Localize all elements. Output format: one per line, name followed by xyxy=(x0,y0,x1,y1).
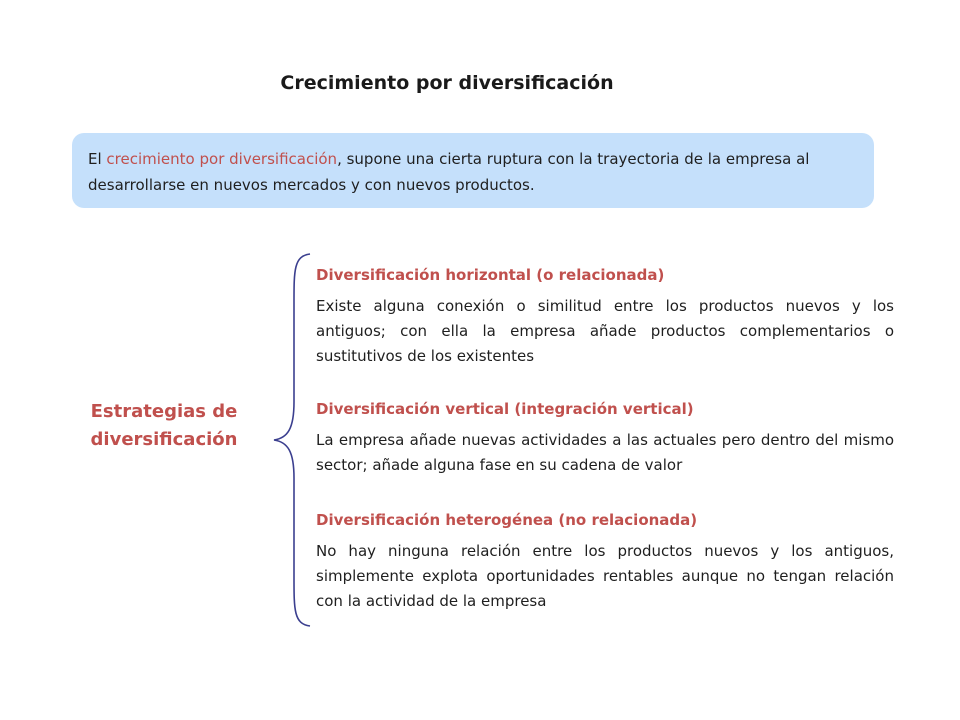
list-item xyxy=(316,398,894,478)
intro-prefix: El xyxy=(88,150,107,168)
item-description: No hay ninguna relación entre los productos nuevos y los antiguos, simplemente explota oportunidades rentables aunque no tengan relación con la actividad de la empresa xyxy=(316,542,894,610)
strategies-label-line2: diversificación xyxy=(90,429,238,450)
list-item xyxy=(316,264,894,369)
item-title: Diversificación horizontal (o relacionada) xyxy=(316,266,665,284)
item-title: Diversificación vertical (integración vertical) xyxy=(316,400,694,418)
item-title: Diversificación heterogénea (no relacionada) xyxy=(316,511,698,529)
strategies-label-line1: Estrategias de xyxy=(90,401,238,422)
intro-box xyxy=(72,133,874,208)
intro-suffix: , supone una cierta ruptura con la trayectoria de la empresa al desarrollarse en nuevos mercados y con nuevos productos. xyxy=(88,150,810,194)
strategies-label xyxy=(70,398,258,454)
intro-highlight: crecimiento por diversificación xyxy=(106,150,338,168)
curly-brace-icon xyxy=(270,252,314,628)
page-title: Crecimiento por diversificación xyxy=(280,72,614,94)
list-item xyxy=(316,509,894,614)
item-description: La empresa añade nuevas actividades a las actuales pero dentro del mismo sector; añade alguna fase en su cadena de valor xyxy=(316,431,894,474)
item-description: Existe alguna conexión o similitud entre los productos nuevos y los antiguos; con ella la empresa añade productos complementarios o sustitutivos de los existentes xyxy=(316,297,894,365)
